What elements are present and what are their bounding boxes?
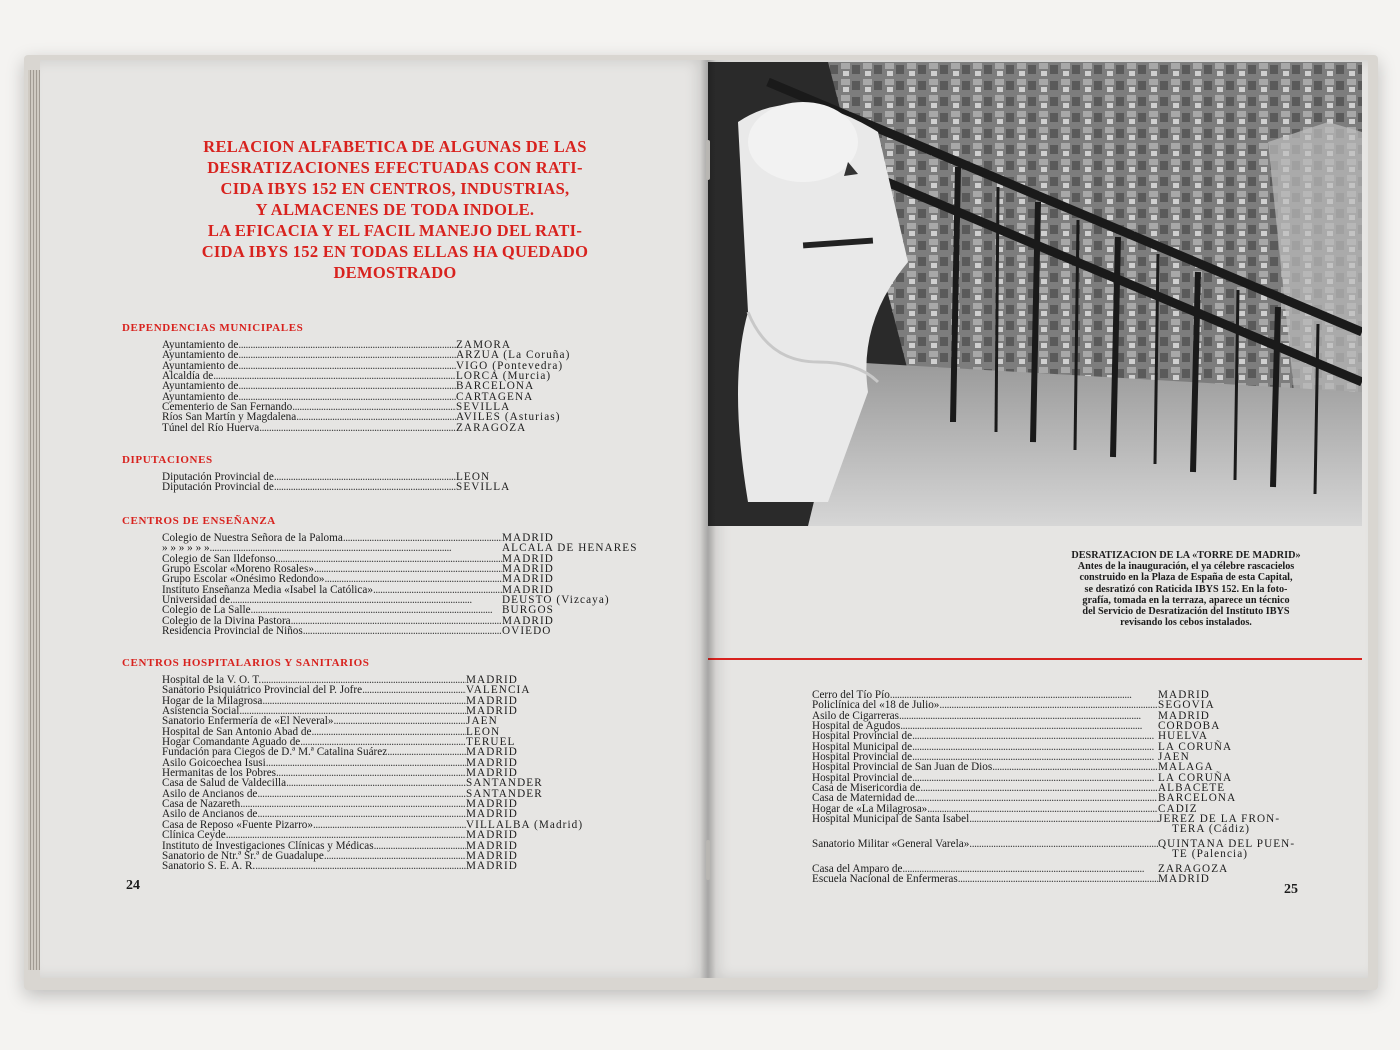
staple	[706, 140, 710, 180]
institution-name: Hospital de San Antonio Abad de	[162, 725, 312, 738]
dot-leader	[969, 839, 1158, 849]
city-line: MADRID	[1158, 709, 1210, 722]
institution-name: Instituto Enseñanza Media «Isabel la Católica»	[162, 583, 373, 596]
city-name: JAEN	[466, 715, 498, 728]
institution-name: Casa de Maternidad de	[812, 792, 915, 805]
list-item	[162, 482, 582, 492]
dot-leader	[296, 412, 456, 422]
dot-leader	[374, 841, 466, 851]
institution-name: Casa del Amparo de	[812, 862, 903, 875]
section-title: CENTROS HOSPITALARIOS Y SANITARIOS	[122, 657, 370, 669]
institution-name: Asilo de Ancianos de	[162, 787, 258, 800]
city-line: LA CORUÑA	[1158, 771, 1233, 784]
city-line: MALAGA	[1158, 761, 1214, 774]
city-name: MADRID	[466, 767, 518, 780]
city-name: VALENCIA	[466, 684, 531, 697]
dot-leader	[958, 874, 1158, 884]
city-name: ZAMORA	[456, 339, 512, 351]
dot-leader	[238, 361, 456, 371]
dot-leader	[257, 789, 466, 799]
city-name	[1158, 839, 1308, 860]
city-name: VILLALBA (Madrid)	[466, 818, 584, 831]
institution-name: Casa de Misericordia de	[812, 782, 921, 795]
right-list	[812, 690, 1308, 884]
city-name: AVILES (Asturias)	[456, 411, 561, 424]
institution-name: Instituto de Investigaciones Clínicas y Médicas	[162, 839, 374, 852]
institution-name: Grupo Escolar «Onésimo Redondo»	[162, 573, 325, 586]
dot-leader	[255, 861, 466, 871]
institution-name: Escuela Nacional de Enfermeras	[812, 872, 958, 885]
city-line: LA CORUÑA	[1158, 740, 1233, 753]
city-name: SEVILLA	[456, 481, 511, 494]
city-name: MADRID	[466, 839, 518, 852]
section-list	[162, 472, 582, 493]
institution-name: Cerro del Tío Pío	[812, 689, 890, 701]
heading-line: DESRATIZACIONES EFECTUADAS CON RATI-	[207, 158, 583, 177]
institution-name: » » » » » »	[162, 542, 210, 555]
list-item	[812, 839, 1308, 860]
caption-line: revisando los cebos instalados.	[1120, 617, 1252, 629]
city-line: JEREZ DE LA FRON-	[1158, 813, 1281, 826]
dot-leader	[274, 472, 456, 482]
city-name: MADRID	[502, 583, 554, 596]
institution-name: Hospital Municipal de Santa Isabel	[812, 813, 970, 826]
dot-leader	[303, 626, 502, 636]
dot-leader	[213, 371, 456, 381]
institution-name: Hospital Municipal de	[812, 740, 913, 753]
dot-leader	[387, 747, 466, 757]
page-number-left: 24	[126, 878, 140, 893]
dot-leader	[259, 423, 456, 433]
institution-name: Hospital Provincial de	[812, 751, 913, 764]
heading-line: CIDA IBYS 152 EN TODAS ELLAS HA QUEDADO	[201, 242, 589, 261]
dot-leader	[238, 350, 456, 360]
city-line: CORDOBA	[1158, 720, 1221, 733]
dot-leader	[292, 402, 456, 412]
section-list	[162, 675, 592, 872]
section-title: CENTROS DE ENSEÑANZA	[122, 515, 276, 527]
list-item	[162, 830, 592, 840]
institution-name: Hospital Provincial de	[812, 730, 913, 743]
dot-leader	[939, 700, 1158, 710]
dot-leader	[238, 340, 456, 350]
city-name: VIGO (Pontevedra)	[456, 359, 564, 372]
dot-leader	[324, 851, 466, 861]
caption-line: grafía, tomada en la terraza, aparece un técnico	[1082, 594, 1290, 606]
city-name: TERUEL	[466, 736, 516, 749]
institution-name: Fundación para Ciegos de D.ª M.ª Catalina Suárez	[162, 746, 388, 759]
institution-name: Alcaldía de	[162, 370, 214, 383]
dot-leader	[373, 585, 502, 595]
right-page	[708, 60, 1368, 978]
dot-leader	[266, 758, 466, 768]
dot-leader	[314, 564, 502, 574]
institution-name: Sanatorio Psiquiátrico Provincial del P. Jofre	[162, 684, 363, 697]
city-line: CADIZ	[1158, 802, 1198, 815]
city-line: HUELVA	[1158, 730, 1209, 743]
section-list	[162, 340, 582, 433]
city-name: ARZUA (La Coruña)	[456, 349, 571, 362]
institution-name: Ayuntamiento de	[162, 359, 239, 372]
list-item	[162, 626, 652, 636]
city-name: ZARAGOZA	[456, 421, 527, 434]
caption-line: construido en la Plaza de España de esta Capital,	[1079, 572, 1293, 584]
list-item	[812, 814, 1308, 835]
institution-name: Diputación Provincial de	[162, 471, 274, 483]
dot-leader	[240, 799, 466, 809]
city-line: ALBACETE	[1158, 782, 1226, 795]
institution-name: Sanatorio S. E. A. R.	[162, 860, 256, 873]
list-item	[162, 423, 582, 433]
institution-name: Sanatorio Militar «General Varela»	[812, 837, 970, 850]
city-name: SEVILLA	[456, 401, 511, 414]
institution-name: Hermanitas de los Pobres	[162, 767, 277, 780]
city-name: SANTANDER	[466, 787, 543, 800]
city-line: JAEN	[1158, 751, 1190, 764]
institution-name: Hogar de «La Milagrosa»	[812, 802, 928, 815]
section-list	[162, 533, 652, 636]
city-line: ZARAGOZA	[1158, 862, 1229, 875]
institution-name: Asilo Goicoechea Isusi	[162, 756, 266, 769]
dot-leader	[291, 616, 502, 626]
institution-name: Ayuntamiento de	[162, 390, 239, 403]
photo-caption	[1044, 550, 1328, 628]
city-name: LEON	[456, 471, 491, 483]
city-line-continued: TE (Palencia)	[1172, 848, 1249, 861]
page-heading	[190, 136, 600, 283]
institution-name: Hogar de la Milagrosa	[162, 694, 263, 707]
dot-leader	[912, 731, 1158, 741]
dot-leader	[238, 381, 456, 391]
photo-illustration	[708, 62, 1362, 526]
institution-name: Casa de Reposo «Fuente Pizarro»	[162, 818, 313, 831]
dot-leader	[262, 696, 466, 706]
institution-name: Hospital de la V. O. T.	[162, 674, 262, 686]
institution-name: Policlínica del «18 de Julio»	[812, 699, 940, 712]
institution-name: Asistencia Social	[162, 705, 240, 718]
institution-name: Colegio de San Ildefonso	[162, 552, 276, 565]
city-name: MADRID	[466, 674, 518, 686]
page-number-right: 25	[1284, 882, 1298, 897]
city-name: ALCALA DE HENARES	[502, 542, 638, 555]
institution-name: Universidad de	[162, 594, 231, 607]
city-name: MADRID	[466, 849, 518, 862]
city-name: MADRID	[466, 705, 518, 718]
city-name: MADRID	[466, 756, 518, 769]
caption-line: se desratizó con Raticida IBYS 152. En la foto-	[1084, 583, 1288, 595]
city-name: BARCELONA	[456, 380, 535, 393]
institution-name: Asilo de Cigarreras	[812, 709, 899, 722]
dot-leader	[276, 768, 466, 778]
list-item	[162, 861, 592, 871]
institution-name: Ayuntamiento de	[162, 349, 239, 362]
dot-leader	[333, 716, 466, 726]
city-line: MADRID	[1158, 689, 1210, 701]
heading-line: CIDA IBYS 152 EN CENTROS, INDUSTRIAS,	[220, 179, 570, 198]
city-line: MADRID	[1158, 872, 1210, 885]
dot-leader	[226, 830, 466, 840]
city-name: MADRID	[466, 746, 518, 759]
dot-leader	[969, 814, 1158, 824]
staple	[706, 840, 710, 880]
heading-line: Y ALMACENES DE TODA INDOLE.	[255, 200, 535, 219]
dot-leader	[274, 482, 456, 492]
dot-leader	[313, 820, 466, 830]
dot-leader	[230, 595, 502, 605]
city-line: QUINTANA DEL PUEN-	[1158, 837, 1296, 850]
institution-name: Ayuntamiento de	[162, 339, 239, 351]
city-line: SEGOVIA	[1158, 699, 1215, 712]
dot-leader	[899, 711, 1158, 721]
section-title: DIPUTACIONES	[122, 454, 213, 466]
city-name: MADRID	[466, 829, 518, 842]
institution-name: Túnel del Río Huerva	[162, 421, 260, 434]
city-name: BURGOS	[502, 604, 554, 617]
city-name: MADRID	[466, 798, 518, 811]
institution-name: Hospital Provincial de San Juan de Dios	[812, 761, 993, 774]
list-item	[812, 874, 1308, 884]
city-name: LEON	[466, 725, 501, 738]
institution-name: Cementerio de San Fernando	[162, 401, 293, 414]
caption-line: del Servicio de Desratización del Instituto IBYS	[1082, 606, 1290, 618]
institution-name: Residencia Provincial de Niños	[162, 625, 303, 638]
city-line-continued: TERA (Cádiz)	[1172, 823, 1251, 836]
left-page	[40, 60, 708, 978]
institution-name: Colegio de la Divina Pastora	[162, 614, 291, 627]
institution-name: Hospital Provincial de	[812, 771, 913, 784]
institution-name: Ayuntamiento de	[162, 380, 239, 393]
city-name: DEUSTO (Vizcaya)	[502, 594, 610, 607]
city-name: CARTAGENA	[456, 390, 534, 403]
dot-leader	[992, 762, 1158, 772]
dot-leader	[362, 685, 466, 695]
city-name: MADRID	[502, 563, 554, 576]
caption-title: DESRATIZACION DE LA «TORRE DE MADRID»	[1071, 550, 1301, 561]
city-line: BARCELONA	[1158, 792, 1237, 805]
city-name: MADRID	[466, 860, 518, 873]
institution-name: Ríos San Martín y Magdalena	[162, 411, 297, 424]
city-name: MADRID	[466, 808, 518, 821]
institution-name: Casa de Nazareth	[162, 798, 241, 811]
dot-leader	[900, 721, 1158, 731]
institution-name: Sanatorio Enfermería de «El Neveral»	[162, 715, 334, 728]
city-name: LORCA (Murcia)	[456, 370, 552, 383]
institution-name: Asilo de Ancianos de	[162, 808, 258, 821]
red-divider	[708, 658, 1362, 660]
city-name: MADRID	[502, 614, 554, 627]
dot-leader	[311, 727, 466, 737]
city-name: OVIEDO	[502, 625, 552, 638]
dot-leader	[920, 783, 1158, 793]
institution-name: Hogar Comandante Aguado de	[162, 736, 301, 749]
list-item	[162, 820, 592, 830]
dot-leader	[912, 773, 1158, 783]
city-name	[1158, 814, 1308, 835]
heading-line: RELACION ALFABETICA DE ALGUNAS DE LAS	[203, 137, 587, 156]
dot-leader	[915, 793, 1158, 803]
city-name: MADRID	[466, 694, 518, 707]
city-name: MADRID	[502, 573, 554, 586]
institution-name: Colegio de La Salle	[162, 604, 251, 617]
city-name: SANTANDER	[466, 777, 543, 790]
institution-name: Grupo Escolar «Moreno Rosales»	[162, 563, 314, 576]
institution-name: Clínica Ceyde	[162, 829, 226, 842]
dot-leader	[912, 742, 1158, 752]
caption-line: Antes de la inauguración, el ya célebre rascacielos	[1077, 561, 1295, 573]
dot-leader	[343, 533, 502, 543]
institution-name: Hospital de Agudos	[812, 720, 901, 733]
institution-name: Diputación Provincial de	[162, 481, 274, 494]
institution-name: Casa de Salud de Valdecilla	[162, 777, 287, 790]
institution-name: Sanatorio de Ntr.ª Sr.ª de Guadalupe	[162, 849, 324, 862]
city-name: MADRID	[502, 552, 554, 565]
section-title: DEPENDENCIAS MUNICIPALES	[122, 322, 304, 334]
heading-line: DEMOSTRADO	[333, 263, 457, 282]
institution-name: Colegio de Nuestra Señora de la Paloma	[162, 532, 343, 544]
heading-line: LA EFICACIA Y EL FACIL MANEJO DEL RATI-	[207, 221, 583, 240]
photo-torre-de-madrid	[708, 62, 1362, 526]
dot-leader	[286, 778, 466, 788]
city-name: MADRID	[502, 532, 554, 544]
